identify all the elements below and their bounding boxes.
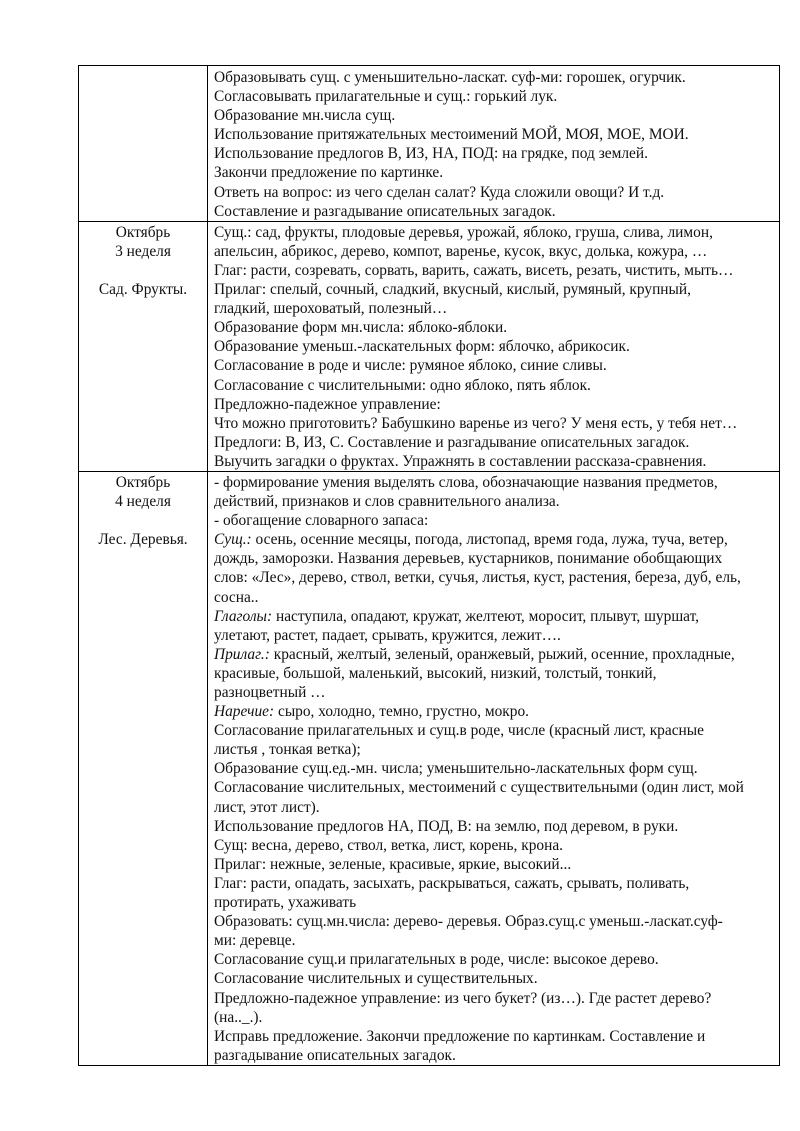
- task-text: Использование притяжательных местоимений МОЙ, МОЯ, МОЕ, МОИ.: [214, 126, 689, 144]
- task-text: Предложно-падежное управление:: [214, 395, 441, 413]
- task-line: [214, 607, 775, 626]
- task-text: Согласование числительных и существительных.: [214, 970, 538, 988]
- task-text: ми: деревце.: [214, 932, 296, 950]
- task-text: Использование предлогов В, ИЗ, НА, ПОД: на грядке, под землей.: [214, 145, 648, 163]
- task-line: [214, 144, 775, 163]
- task-text: Образование сущ.ед.-мн. числа; уменьшительно-ласкательных форм сущ.: [214, 760, 698, 778]
- task-text: Что можно приготовить? Бабушкино варенье из чего? У меня есть, у тебя нет…: [214, 414, 738, 432]
- task-text: Образовать: сущ.мн.числа: дерево- деревья. Образ.сущ.с уменьш.-ласкат.суф-: [214, 913, 723, 931]
- task-line: [214, 836, 775, 855]
- term-label: Глаголы:: [214, 607, 273, 625]
- week-topic-cell: [79, 66, 208, 222]
- week-topic-cell: [79, 471, 208, 1065]
- task-line: [214, 759, 775, 778]
- week-topic-line: 3 неделя: [115, 242, 171, 260]
- task-line: [214, 163, 775, 182]
- task-line: [214, 931, 775, 950]
- tasks-cell: [208, 471, 780, 1065]
- task-text: протирать, ухаживать: [214, 894, 357, 912]
- task-text: наступила, опадают, кружат, желтеют, моросит, плывут, шуршат,: [272, 607, 700, 625]
- task-text: Предлоги: В, ИЗ, С. Составление и разгадывание описательных загадок.: [214, 433, 690, 451]
- task-line: [214, 376, 775, 395]
- tasks-cell: [208, 221, 780, 471]
- task-line: [214, 492, 775, 511]
- task-line: [214, 568, 775, 587]
- task-line: [214, 87, 775, 106]
- task-line: [214, 473, 775, 492]
- task-line: [214, 1008, 775, 1027]
- task-line: [214, 626, 775, 645]
- task-text: - формирование умения выделять слова, обозначающие названия предметов,: [214, 473, 718, 491]
- term-label: Прилаг.:: [214, 645, 270, 663]
- task-line: [214, 855, 775, 874]
- task-text: Глаг: расти, созревать, сорвать, варить, сажать, висеть, резать, чистить, мыть…: [214, 261, 734, 279]
- task-text: Ответь на вопрос: из чего сделан салат? Куда сложили овощи? И т.д.: [214, 183, 665, 201]
- task-text: Исправь предложение. Закончи предложение по картинкам. Составление и: [214, 1027, 706, 1045]
- week-topic-line: [79, 511, 207, 530]
- task-line: [214, 1027, 775, 1046]
- task-line: [214, 912, 775, 931]
- task-text: Согласование числительных, местоимений с существительными (один лист, мой: [214, 779, 744, 797]
- task-text: гладкий, шероховатый, полезный…: [214, 300, 448, 318]
- task-text: листья , тонкая ветка);: [214, 741, 361, 759]
- week-topic-line: Октябрь: [115, 473, 171, 491]
- task-text: дождь, заморозки. Названия деревьев, кустарников, понимание обобщающих: [214, 550, 723, 568]
- task-line: [214, 356, 775, 375]
- task-line: [214, 223, 775, 242]
- table-row: [79, 66, 780, 222]
- week-topic-line: [79, 261, 207, 280]
- task-text: Выучить загадки о фруктах. Упражнять в составлении рассказа-сравнения.: [214, 452, 707, 470]
- task-line: [214, 183, 775, 202]
- task-line: [214, 778, 775, 797]
- task-line: [214, 452, 775, 471]
- task-text: Согласование с числительными: одно яблоко, пять яблок.: [214, 376, 591, 394]
- lesson-plan-table: [78, 65, 780, 1066]
- task-line: [214, 969, 775, 988]
- task-text: сосна..: [214, 588, 259, 606]
- task-line: [214, 1046, 775, 1065]
- task-line: [214, 950, 775, 969]
- task-text: улетают, растет, падает, срывать, кружится, лежит….: [214, 626, 561, 644]
- task-line: [214, 588, 775, 607]
- task-text: красивые, большой, маленький, высокий, низкий, толстый, тонкий,: [214, 664, 657, 682]
- task-text: красный, желтый, зеленый, оранжевый, рыжий, осенние, прохладные,: [269, 645, 735, 663]
- task-text: Предложно-падежное управление: из чего букет? (из…). Где растет дерево?: [214, 989, 712, 1007]
- table-row: [79, 471, 780, 1065]
- table-row: [79, 221, 780, 471]
- term-label: Наречие:: [214, 703, 275, 721]
- task-text: осень, осенние месяцы, погода, листопад, время года, лужа, туча, ветер,: [251, 531, 728, 549]
- week-topic-line: Лес. Деревья.: [98, 531, 188, 549]
- task-text: Согласовывать прилагательные и сущ.: горький лук.: [214, 88, 558, 106]
- task-line: [214, 125, 775, 144]
- task-line: [214, 299, 775, 318]
- tasks-cell: [208, 66, 780, 222]
- week-topic-line: Октябрь: [115, 223, 171, 241]
- task-text: Образование мн.числа сущ.: [214, 107, 396, 125]
- task-text: Составление и разгадывание описательных загадок.: [214, 202, 556, 220]
- task-text: Образование уменьш.-ласкательных форм: яблочко, абрикосик.: [214, 338, 630, 356]
- week-topic-line: Сад. Фрукты.: [98, 281, 188, 299]
- task-line: [214, 242, 775, 261]
- task-text: Согласование сущ.и прилагательных в роде, числе: высокое дерево.: [214, 951, 659, 969]
- task-line: [214, 645, 775, 664]
- task-text: - обогащение словарного запаса:: [214, 512, 429, 530]
- task-text: Сущ: весна, дерево, ствол, ветка, лист, корень, крона.: [214, 836, 564, 854]
- task-line: [214, 68, 775, 87]
- task-line: [214, 261, 775, 280]
- task-line: [214, 817, 775, 836]
- task-text: Согласование прилагательных и сущ.в роде, числе (красный лист, красные: [214, 722, 704, 740]
- task-line: [214, 702, 775, 721]
- task-text: Прилаг: спелый, сочный, сладкий, вкусный, кислый, румяный, крупный,: [214, 281, 691, 299]
- task-text: Образовывать сущ. с уменьшительно-ласкат. суф-ми: горошек, огурчик.: [214, 69, 686, 86]
- task-line: [214, 721, 775, 740]
- task-line: [214, 874, 775, 893]
- task-line: [214, 280, 775, 299]
- task-line: [214, 893, 775, 912]
- task-line: [214, 337, 775, 356]
- task-text: Закончи предложение по картинке.: [214, 164, 444, 182]
- task-line: [214, 395, 775, 414]
- task-text: сыро, холодно, темно, грустно, мокро.: [274, 703, 529, 721]
- task-text: действий, признаков и слов сравнительного анализа.: [214, 493, 560, 511]
- task-text: лист, этот лист).: [214, 798, 320, 816]
- task-line: [214, 414, 775, 433]
- term-label: Сущ.:: [214, 531, 252, 549]
- task-line: [214, 511, 775, 530]
- task-text: (на.._.).: [214, 1008, 263, 1026]
- week-topic-cell: [79, 221, 208, 471]
- task-text: апельсин, абрикос, дерево, компот, варенье, кусок, вкус, долька, кожура, …: [214, 242, 708, 260]
- task-line: [214, 798, 775, 817]
- task-text: Прилаг: нежные, зеленые, красивые, яркие, высокий...: [214, 855, 572, 873]
- task-text: Глаг: расти, опадать, засыхать, раскрываться, сажать, срывать, поливать,: [214, 874, 690, 892]
- task-line: [214, 433, 775, 452]
- task-text: разгадывание описательных загадок.: [214, 1046, 456, 1064]
- task-text: Использование предлогов НА, ПОД, В: на землю, под деревом, в руки.: [214, 817, 679, 835]
- task-line: [214, 683, 775, 702]
- task-line: [214, 549, 775, 568]
- task-line: [214, 318, 775, 337]
- task-text: слов: «Лес», дерево, ствол, ветки, сучья, листья, куст, растения, береза, дуб, ель,: [214, 569, 741, 587]
- task-line: [214, 106, 775, 125]
- task-text: Согласование в роде и числе: румяное яблоко, синие сливы.: [214, 357, 607, 375]
- task-line: [214, 740, 775, 759]
- task-text: Сущ.: сад, фрукты, плодовые деревья, урожай, яблоко, груша, слива, лимон,: [214, 223, 713, 241]
- task-line: [214, 989, 775, 1008]
- task-text: разноцветный …: [214, 684, 326, 701]
- week-topic-line: 4 неделя: [115, 493, 171, 511]
- task-text: Образование форм мн.числа: яблоко-яблоки.: [214, 319, 508, 337]
- task-line: [214, 202, 775, 221]
- task-line: [214, 664, 775, 683]
- task-line: [214, 530, 775, 549]
